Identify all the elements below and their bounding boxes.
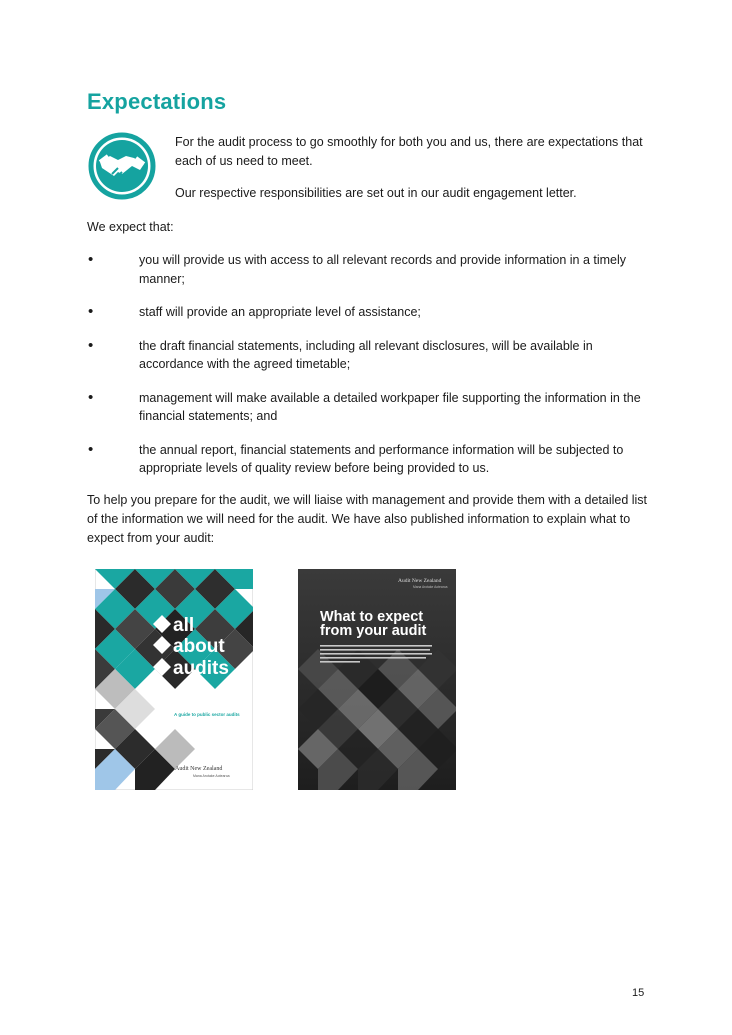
cover1-brand-sub: Mana Arotake Aotearoa (193, 774, 230, 778)
expectations-list (87, 251, 647, 493)
cover1-title-line-1: all (173, 615, 195, 636)
cover1-title-line-3: audits (173, 658, 229, 679)
list-item: • management will make available a detailed workpaper file supporting the information in the financial statements; and (87, 389, 647, 426)
list-item: • the annual report, financial statements and performance information will be subjected to appropriate levels of quality review before being provided to us. (87, 441, 647, 478)
cover2-title-line-1: What to expect (320, 609, 424, 625)
intro-paragraph-1: For the audit process to go smoothly for both you and us, there are expectations that each of us need to meet. (175, 135, 643, 168)
cover1-title-line-2: about (173, 636, 225, 657)
cover1-brand: Audit New Zealand (175, 766, 223, 772)
list-item: • the draft financial statements, including all relevant disclosures, will be available in accordance with the agreed timetable; (87, 337, 647, 374)
intro-block (175, 133, 655, 203)
all-about-audits-cover[interactable] (95, 569, 253, 790)
cover2-brand-sub: Mana Arotake Aotearoa (413, 585, 448, 589)
cover1-subtitle: A guide to public sector audits (174, 712, 240, 717)
handshake-icon (88, 132, 156, 200)
we-expect-label: We expect that: (87, 220, 174, 234)
list-item: • staff will provide an appropriate level of assistance; (87, 303, 647, 322)
cover2-title-line-2: from your audit (320, 623, 427, 639)
page-title: Expectations (87, 89, 227, 114)
page-number: 15 (632, 987, 645, 999)
closing-paragraph: To help you prepare for the audit, we will liaise with management and provide them with a detailed list of the information we will need for the audit. We have also published information to explain what to expect from your audit: (87, 493, 648, 545)
cover2-brand: Audit New Zealand (398, 578, 442, 584)
what-to-expect-cover[interactable] (298, 569, 456, 790)
list-item: • you will provide us with access to all relevant records and provide information in a timely manner; (87, 251, 647, 288)
intro-paragraph-2: Our respective responsibilities are set out in our audit engagement letter. (175, 186, 577, 200)
